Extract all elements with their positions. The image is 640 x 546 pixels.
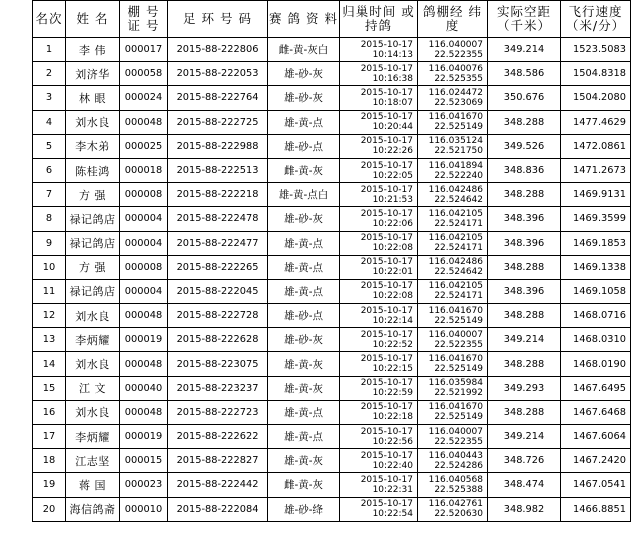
distance-cell: 349.526	[488, 134, 561, 158]
ring-cell: 2015-88-222988	[168, 134, 268, 158]
rank-cell: 7	[33, 183, 66, 207]
table-row	[33, 207, 631, 231]
name-cell: 李炳耀	[66, 328, 120, 352]
time-cell	[340, 449, 418, 473]
coord-cell	[418, 134, 488, 158]
cert-cell: 000019	[120, 328, 168, 352]
date-text: 2015-10-17	[360, 402, 413, 413]
latitude-text: 22.523069	[434, 97, 483, 108]
distance-cell: 348.288	[488, 183, 561, 207]
distance-cell: 349.214	[488, 425, 561, 449]
latitude-text: 22.524642	[434, 267, 483, 278]
distance-cell: 349.214	[488, 38, 561, 62]
header-row	[33, 1, 631, 38]
ring-cell: 2015-88-222622	[168, 425, 268, 449]
clock-text: 10:22:01	[372, 267, 413, 278]
latitude-text: 22.525149	[434, 315, 483, 326]
rank-cell: 16	[33, 400, 66, 424]
table-row	[33, 473, 631, 497]
cert-cell: 000040	[120, 376, 168, 400]
table-row	[33, 158, 631, 182]
longitude-text: 116.040568	[428, 474, 483, 485]
date-text: 2015-10-17	[360, 281, 413, 292]
table-row	[33, 449, 631, 473]
date-text: 2015-10-17	[360, 426, 413, 437]
header-distance: 实际空距 （千米）	[488, 1, 561, 38]
speed-cell: 1504.2080	[561, 86, 631, 110]
ring-cell: 2015-88-222442	[168, 473, 268, 497]
date-text: 2015-10-17	[360, 160, 413, 171]
date-text: 2015-10-17	[360, 378, 413, 389]
speed-cell: 1468.0716	[561, 304, 631, 328]
coord-cell	[418, 425, 488, 449]
distance-cell: 348.474	[488, 473, 561, 497]
date-text: 2015-10-17	[360, 305, 413, 316]
cert-cell: 000010	[120, 497, 168, 521]
date-text: 2015-10-17	[360, 257, 413, 268]
coord-cell	[418, 449, 488, 473]
ring-cell: 2015-88-222477	[168, 231, 268, 255]
ring-cell: 2015-88-222513	[168, 158, 268, 182]
table-row	[33, 279, 631, 303]
ring-cell: 2015-88-222764	[168, 86, 268, 110]
latitude-text: 22.522355	[434, 436, 483, 447]
name-cell: 刘水良	[66, 304, 120, 328]
name-cell: 刘水良	[66, 352, 120, 376]
speed-cell: 1472.0861	[561, 134, 631, 158]
clock-text: 10:14:13	[372, 49, 413, 60]
pigeon-cell: 雄-黄-灰	[268, 449, 340, 473]
coord-cell	[418, 231, 488, 255]
longitude-text: 116.042105	[428, 233, 483, 244]
date-text: 2015-10-17	[360, 112, 413, 123]
pigeon-cell: 雌-黄-灰	[268, 158, 340, 182]
name-cell: 方 强	[66, 255, 120, 279]
table-row	[33, 134, 631, 158]
rank-cell: 19	[33, 473, 66, 497]
clock-text: 10:18:07	[372, 97, 413, 108]
coord-cell	[418, 183, 488, 207]
pigeon-cell: 雄-砂-绛	[268, 497, 340, 521]
distance-cell: 348.982	[488, 497, 561, 521]
latitude-text: 22.525149	[434, 412, 483, 423]
name-cell: 刘水良	[66, 400, 120, 424]
longitude-text: 116.040007	[428, 426, 483, 437]
name-cell: 禄记鸽店	[66, 207, 120, 231]
table-body	[33, 38, 631, 522]
pigeon-cell: 雌-黄-灰白	[268, 38, 340, 62]
rank-cell: 3	[33, 86, 66, 110]
coord-cell	[418, 328, 488, 352]
latitude-text: 22.522240	[434, 170, 483, 181]
distance-cell: 348.288	[488, 110, 561, 134]
coord-cell	[418, 376, 488, 400]
time-cell	[340, 110, 418, 134]
results-sheet	[32, 0, 630, 522]
date-text: 2015-10-17	[360, 39, 413, 50]
rank-cell: 8	[33, 207, 66, 231]
distance-cell: 348.586	[488, 62, 561, 86]
clock-text: 10:22:08	[372, 243, 413, 254]
pigeon-cell: 雄-黄-点	[268, 231, 340, 255]
clock-text: 10:22:56	[372, 436, 413, 447]
clock-text: 10:22:54	[372, 509, 413, 520]
longitude-text: 116.024472	[428, 87, 483, 98]
ring-cell: 2015-88-222478	[168, 207, 268, 231]
speed-cell: 1471.2673	[561, 158, 631, 182]
pigeon-cell: 雄-砂-灰	[268, 207, 340, 231]
time-cell	[340, 134, 418, 158]
pigeon-cell: 雄-黄-点	[268, 279, 340, 303]
distance-cell: 349.293	[488, 376, 561, 400]
latitude-text: 22.525388	[434, 484, 483, 495]
speed-cell: 1467.6064	[561, 425, 631, 449]
table-row	[33, 328, 631, 352]
distance-cell: 349.214	[488, 328, 561, 352]
latitude-text: 22.524286	[434, 460, 483, 471]
time-cell	[340, 158, 418, 182]
table-row	[33, 38, 631, 62]
pigeon-cell: 雄-砂-点	[268, 134, 340, 158]
cert-cell: 000048	[120, 304, 168, 328]
cert-cell: 000008	[120, 183, 168, 207]
rank-cell: 6	[33, 158, 66, 182]
date-text: 2015-10-17	[360, 450, 413, 461]
speed-cell: 1468.0310	[561, 328, 631, 352]
longitude-text: 116.041670	[428, 402, 483, 413]
speed-cell: 1523.5083	[561, 38, 631, 62]
ring-cell: 2015-88-222827	[168, 449, 268, 473]
clock-text: 10:22:59	[372, 388, 413, 399]
latitude-text: 22.522355	[434, 49, 483, 60]
speed-cell: 1467.6468	[561, 400, 631, 424]
cert-cell: 000004	[120, 279, 168, 303]
cert-cell: 000004	[120, 207, 168, 231]
clock-text: 10:21:53	[372, 194, 413, 205]
pigeon-cell: 雄-黄-点白	[268, 183, 340, 207]
clock-text: 10:22:14	[372, 315, 413, 326]
table-row	[33, 497, 631, 521]
coord-cell	[418, 400, 488, 424]
cert-cell: 000018	[120, 158, 168, 182]
name-cell: 刘济华	[66, 62, 120, 86]
longitude-text: 116.041670	[428, 305, 483, 316]
date-text: 2015-10-17	[360, 136, 413, 147]
table-row	[33, 425, 631, 449]
header-coord: 鸽棚经 纬 度	[418, 1, 488, 38]
cert-cell: 000015	[120, 449, 168, 473]
ring-cell: 2015-88-222806	[168, 38, 268, 62]
longitude-text: 116.040007	[428, 329, 483, 340]
latitude-text: 22.524171	[434, 243, 483, 254]
name-cell: 刘水良	[66, 110, 120, 134]
latitude-text: 22.522355	[434, 339, 483, 350]
rank-cell: 13	[33, 328, 66, 352]
ring-cell: 2015-88-222628	[168, 328, 268, 352]
rank-cell: 20	[33, 497, 66, 521]
coord-cell	[418, 497, 488, 521]
rank-cell: 10	[33, 255, 66, 279]
speed-cell: 1467.6495	[561, 376, 631, 400]
speed-cell: 1469.1853	[561, 231, 631, 255]
ring-cell: 2015-88-222084	[168, 497, 268, 521]
speed-cell: 1469.9131	[561, 183, 631, 207]
clock-text: 10:22:05	[372, 170, 413, 181]
cert-cell: 000004	[120, 231, 168, 255]
table-row	[33, 62, 631, 86]
pigeon-cell: 雄-砂-灰	[268, 62, 340, 86]
name-cell: 林 眼	[66, 86, 120, 110]
date-text: 2015-10-17	[360, 329, 413, 340]
coord-cell	[418, 304, 488, 328]
speed-cell: 1467.0541	[561, 473, 631, 497]
ring-cell: 2015-88-222728	[168, 304, 268, 328]
latitude-text: 22.521992	[434, 388, 483, 399]
distance-cell: 348.288	[488, 255, 561, 279]
coord-cell	[418, 207, 488, 231]
date-text: 2015-10-17	[360, 233, 413, 244]
time-cell	[340, 352, 418, 376]
header-time: 归巢时间 或持鸽	[340, 1, 418, 38]
cert-cell: 000048	[120, 110, 168, 134]
clock-text: 10:20:44	[372, 122, 413, 133]
ring-cell: 2015-88-222725	[168, 110, 268, 134]
clock-text: 10:22:18	[372, 412, 413, 423]
rank-cell: 5	[33, 134, 66, 158]
coord-cell	[418, 86, 488, 110]
time-cell	[340, 231, 418, 255]
name-cell: 禄记鸽店	[66, 279, 120, 303]
longitude-text: 116.042486	[428, 184, 483, 195]
date-text: 2015-10-17	[360, 474, 413, 485]
rank-cell: 1	[33, 38, 66, 62]
distance-cell: 348.396	[488, 279, 561, 303]
name-cell: 江 文	[66, 376, 120, 400]
time-cell	[340, 304, 418, 328]
clock-text: 10:22:06	[372, 218, 413, 229]
coord-cell	[418, 255, 488, 279]
cert-cell: 000048	[120, 352, 168, 376]
rank-cell: 4	[33, 110, 66, 134]
speed-cell: 1468.0190	[561, 352, 631, 376]
pigeon-cell: 雄-砂-灰	[268, 328, 340, 352]
table-row	[33, 304, 631, 328]
date-text: 2015-10-17	[360, 63, 413, 74]
rank-cell: 17	[33, 425, 66, 449]
time-cell	[340, 255, 418, 279]
distance-cell: 348.288	[488, 352, 561, 376]
table-row	[33, 255, 631, 279]
longitude-text: 116.041670	[428, 112, 483, 123]
speed-cell: 1466.8851	[561, 497, 631, 521]
pigeon-cell: 雄-砂-点	[268, 304, 340, 328]
table-row	[33, 376, 631, 400]
pigeon-cell: 雄-黄-点	[268, 255, 340, 279]
cert-cell: 000017	[120, 38, 168, 62]
table-row	[33, 352, 631, 376]
ring-cell: 2015-88-222265	[168, 255, 268, 279]
time-cell	[340, 473, 418, 497]
latitude-text: 22.525355	[434, 73, 483, 84]
latitude-text: 22.520630	[434, 509, 483, 520]
cert-cell: 000023	[120, 473, 168, 497]
coord-cell	[418, 62, 488, 86]
distance-cell: 348.288	[488, 304, 561, 328]
name-cell: 陈桂鸿	[66, 158, 120, 182]
coord-cell	[418, 352, 488, 376]
name-cell: 海信鸽斋	[66, 497, 120, 521]
time-cell	[340, 400, 418, 424]
distance-cell: 348.836	[488, 158, 561, 182]
latitude-text: 22.524171	[434, 218, 483, 229]
speed-cell: 1469.1058	[561, 279, 631, 303]
speed-cell: 1477.4629	[561, 110, 631, 134]
longitude-text: 116.040007	[428, 39, 483, 50]
speed-cell: 1469.1338	[561, 255, 631, 279]
distance-cell: 348.396	[488, 231, 561, 255]
cert-cell: 000019	[120, 425, 168, 449]
time-cell	[340, 497, 418, 521]
header-pigeon: 赛 鸽 资 料	[268, 1, 340, 38]
table-row	[33, 86, 631, 110]
cert-cell: 000025	[120, 134, 168, 158]
table-row	[33, 400, 631, 424]
coord-cell	[418, 473, 488, 497]
cert-cell: 000048	[120, 400, 168, 424]
clock-text: 10:22:52	[372, 339, 413, 350]
clock-text: 10:22:40	[372, 460, 413, 471]
ring-cell: 2015-88-222218	[168, 183, 268, 207]
rank-cell: 11	[33, 279, 66, 303]
cert-cell: 000058	[120, 62, 168, 86]
time-cell	[340, 183, 418, 207]
latitude-text: 22.524642	[434, 194, 483, 205]
name-cell: 李 伟	[66, 38, 120, 62]
time-cell	[340, 376, 418, 400]
time-cell	[340, 38, 418, 62]
date-text: 2015-10-17	[360, 184, 413, 195]
time-cell	[340, 425, 418, 449]
latitude-text: 22.521750	[434, 146, 483, 157]
page-margin	[0, 0, 32, 546]
clock-text: 10:22:31	[372, 484, 413, 495]
date-text: 2015-10-17	[360, 354, 413, 365]
cert-cell: 000024	[120, 86, 168, 110]
longitude-text: 116.042761	[428, 499, 483, 510]
longitude-text: 116.040443	[428, 450, 483, 461]
name-cell: 李炳耀	[66, 425, 120, 449]
ring-cell: 2015-88-223075	[168, 352, 268, 376]
race-results-table	[32, 0, 631, 522]
rank-cell: 15	[33, 376, 66, 400]
table-row	[33, 183, 631, 207]
coord-cell	[418, 279, 488, 303]
pigeon-cell: 雌-黄-灰	[268, 473, 340, 497]
time-cell	[340, 86, 418, 110]
coord-cell	[418, 38, 488, 62]
rank-cell: 12	[33, 304, 66, 328]
pigeon-cell: 雄-黄-灰	[268, 376, 340, 400]
speed-cell: 1504.8318	[561, 62, 631, 86]
ring-cell: 2015-88-222053	[168, 62, 268, 86]
clock-text: 10:22:08	[372, 291, 413, 302]
pigeon-cell: 雄-黄-点	[268, 110, 340, 134]
header-cert: 棚 号 证 号	[120, 1, 168, 38]
name-cell: 李木弟	[66, 134, 120, 158]
rank-cell: 9	[33, 231, 66, 255]
coord-cell	[418, 158, 488, 182]
clock-text: 10:22:15	[372, 364, 413, 375]
pigeon-cell: 雄-砂-灰	[268, 86, 340, 110]
latitude-text: 22.524171	[434, 291, 483, 302]
table-row	[33, 231, 631, 255]
header-ring: 足 环 号 码	[168, 1, 268, 38]
ring-cell: 2015-88-222723	[168, 400, 268, 424]
header-name: 姓 名	[66, 1, 120, 38]
name-cell: 江志坚	[66, 449, 120, 473]
ring-cell: 2015-88-223237	[168, 376, 268, 400]
longitude-text: 116.035984	[428, 378, 483, 389]
table-row	[33, 110, 631, 134]
header-rank: 名次	[33, 1, 66, 38]
ring-cell: 2015-88-222045	[168, 279, 268, 303]
time-cell	[340, 279, 418, 303]
clock-text: 10:16:38	[372, 73, 413, 84]
latitude-text: 22.525149	[434, 364, 483, 375]
distance-cell: 348.396	[488, 207, 561, 231]
latitude-text: 22.525149	[434, 122, 483, 133]
distance-cell: 348.288	[488, 400, 561, 424]
date-text: 2015-10-17	[360, 499, 413, 510]
time-cell	[340, 207, 418, 231]
pigeon-cell: 雄-黄-灰	[268, 352, 340, 376]
time-cell	[340, 328, 418, 352]
speed-cell: 1467.2420	[561, 449, 631, 473]
rank-cell: 18	[33, 449, 66, 473]
name-cell: 蒋 国	[66, 473, 120, 497]
distance-cell: 348.726	[488, 449, 561, 473]
rank-cell: 2	[33, 62, 66, 86]
date-text: 2015-10-17	[360, 208, 413, 219]
longitude-text: 116.042486	[428, 257, 483, 268]
table-header	[33, 1, 631, 38]
pigeon-cell: 雄-黄-点	[268, 425, 340, 449]
pigeon-cell: 雄-黄-点	[268, 400, 340, 424]
speed-cell: 1469.3599	[561, 207, 631, 231]
longitude-text: 116.042105	[428, 208, 483, 219]
name-cell: 方 强	[66, 183, 120, 207]
clock-text: 10:22:26	[372, 146, 413, 157]
longitude-text: 116.035124	[428, 136, 483, 147]
longitude-text: 116.041670	[428, 354, 483, 365]
name-cell: 禄记鸽店	[66, 231, 120, 255]
distance-cell: 350.676	[488, 86, 561, 110]
longitude-text: 116.040076	[428, 63, 483, 74]
time-cell	[340, 62, 418, 86]
longitude-text: 116.042105	[428, 281, 483, 292]
longitude-text: 116.041894	[428, 160, 483, 171]
coord-cell	[418, 110, 488, 134]
date-text: 2015-10-17	[360, 87, 413, 98]
cert-cell: 000008	[120, 255, 168, 279]
rank-cell: 14	[33, 352, 66, 376]
header-speed: 飞行速度 （米/分）	[561, 1, 631, 38]
